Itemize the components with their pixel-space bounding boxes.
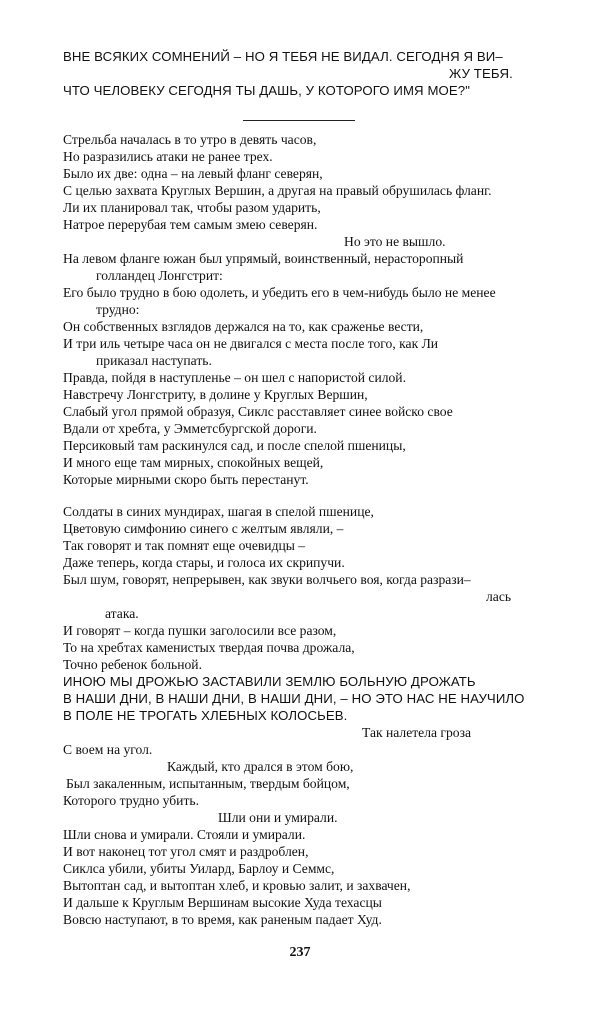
- text-line: Которые мирными скоро быть перестанут.: [63, 472, 309, 487]
- text-line: голландец Лонгстрит:: [96, 268, 223, 283]
- text-line: Вдали от хребта, у Эмметсбургской дороги.: [63, 421, 317, 436]
- text-line: И вот наконец тот угол смят и раздроблен,: [63, 844, 309, 859]
- text-line: Вытоптан сад, и вытоптан хлеб, и кровью залит, и захвачен,: [63, 878, 411, 893]
- text-line: атака.: [105, 606, 139, 621]
- text-line: Его было трудно в бою одолеть, и убедить его в чем-нибудь было не менее: [63, 285, 496, 300]
- text-line: С воем на угол.: [63, 742, 153, 757]
- text-line: Слабый угол прямой образуя, Сиклс расставляет синее войско свое: [63, 404, 453, 419]
- text-line: Но разразились атаки не ранее трех.: [63, 149, 273, 164]
- text-line: Ли их планировал так, чтобы разом ударить,: [63, 200, 321, 215]
- text-line: Сиклса убили, убиты Уилард, Барлоу и Семмс,: [63, 861, 335, 876]
- text-line: И дальше к Круглым Вершинам высокие Худа техасцы: [63, 895, 382, 910]
- header-line-1: ВНЕ ВСЯКИХ СОМНЕНИЙ – НО Я ТЕБЯ НЕ ВИДАЛ. СЕГОДНЯ Я ВИ–: [63, 49, 503, 64]
- text-line: Натрое перерубая тем самым змею северян.: [63, 217, 318, 232]
- text-line: Цветовую симфонию синего с желтым являли, –: [63, 521, 344, 536]
- text-line: Он собственных взглядов держался на то, как сраженье вести,: [63, 319, 424, 334]
- header-line-3: ЧТО ЧЕЛОВЕКУ СЕГОДНЯ ТЫ ДАШЬ, У КОТОРОГО ИМЯ МОЕ?": [63, 83, 470, 98]
- text-line: трудно:: [96, 302, 140, 317]
- text-line: И много еще там мирных, спокойных вещей,: [63, 455, 324, 470]
- page-number: 237: [289, 945, 311, 960]
- text-line: Персиковый там раскинулся сад, и после спелой пшеницы,: [63, 438, 406, 453]
- caps-line: В НАШИ ДНИ, В НАШИ ДНИ, В НАШИ ДНИ, – НО ЭТО НАС НЕ НАУЧИЛО: [63, 691, 525, 706]
- text-line: Шли снова и умирали. Стояли и умирали.: [63, 827, 306, 842]
- text-line: Так налетела гроза: [362, 725, 472, 740]
- text-line: Правда, пойдя в наступленье – он шел с напористой силой.: [63, 370, 406, 385]
- text-line: Точно ребенок больной.: [63, 657, 202, 672]
- text-line: Стрельба началась в то утро в девять часов,: [63, 132, 317, 147]
- text-line: Был закаленным, испытанным, твердым бойцом,: [66, 776, 350, 791]
- text-line: Так говорят и так помнят еще очевидцы –: [63, 538, 306, 553]
- caps-line: В ПОЛЕ НЕ ТРОГАТЬ ХЛЕБНЫХ КОЛОСЬЕВ.: [63, 708, 348, 723]
- caps-line: ИНОЮ МЫ ДРОЖЬЮ ЗАСТАВИЛИ ЗЕМЛЮ БОЛЬНУЮ ДРОЖАТЬ: [63, 674, 476, 689]
- section-divider: [243, 120, 355, 121]
- text-line: Шли они и умирали.: [218, 810, 338, 825]
- text-line: Вовсю наступают, в то время, как раненым падает Худ.: [63, 912, 382, 927]
- header-line-2: ЖУ ТЕБЯ.: [449, 66, 513, 81]
- text-line: Даже теперь, когда стары, и голоса их скрипучи.: [63, 555, 345, 570]
- text-line: То на хребтах каменистых твердая почва дрожала,: [63, 640, 355, 655]
- text-line: На левом фланге южан был упрямый, воинственный, нерасторопный: [63, 251, 464, 266]
- text-line: Солдаты в синих мундирах, шагая в спелой пшенице,: [63, 504, 374, 519]
- text-line: Навстречу Лонгстриту, в долине у Круглых Вершин,: [63, 387, 368, 402]
- text-line: лась: [486, 589, 512, 604]
- text-line: Но это не вышло.: [344, 234, 446, 249]
- text-line: И говорят – когда пушки заголосили все разом,: [63, 623, 337, 638]
- text-line: Каждый, кто дрался в этом бою,: [167, 759, 354, 774]
- text-line: Был шум, говорят, непрерывен, как звуки волчьего воя, когда разрази–: [63, 572, 471, 587]
- text-line: Было их две: одна – на левый фланг северян,: [63, 166, 323, 181]
- text-line: приказал наступать.: [96, 353, 212, 368]
- text-line: С целью захвата Круглых Вершин, а другая на правый обрушилась фланг.: [63, 183, 492, 198]
- text-line: Которого трудно убить.: [63, 793, 199, 808]
- text-line: И три иль четыре часа он не двигался с места после того, как Ли: [63, 336, 439, 351]
